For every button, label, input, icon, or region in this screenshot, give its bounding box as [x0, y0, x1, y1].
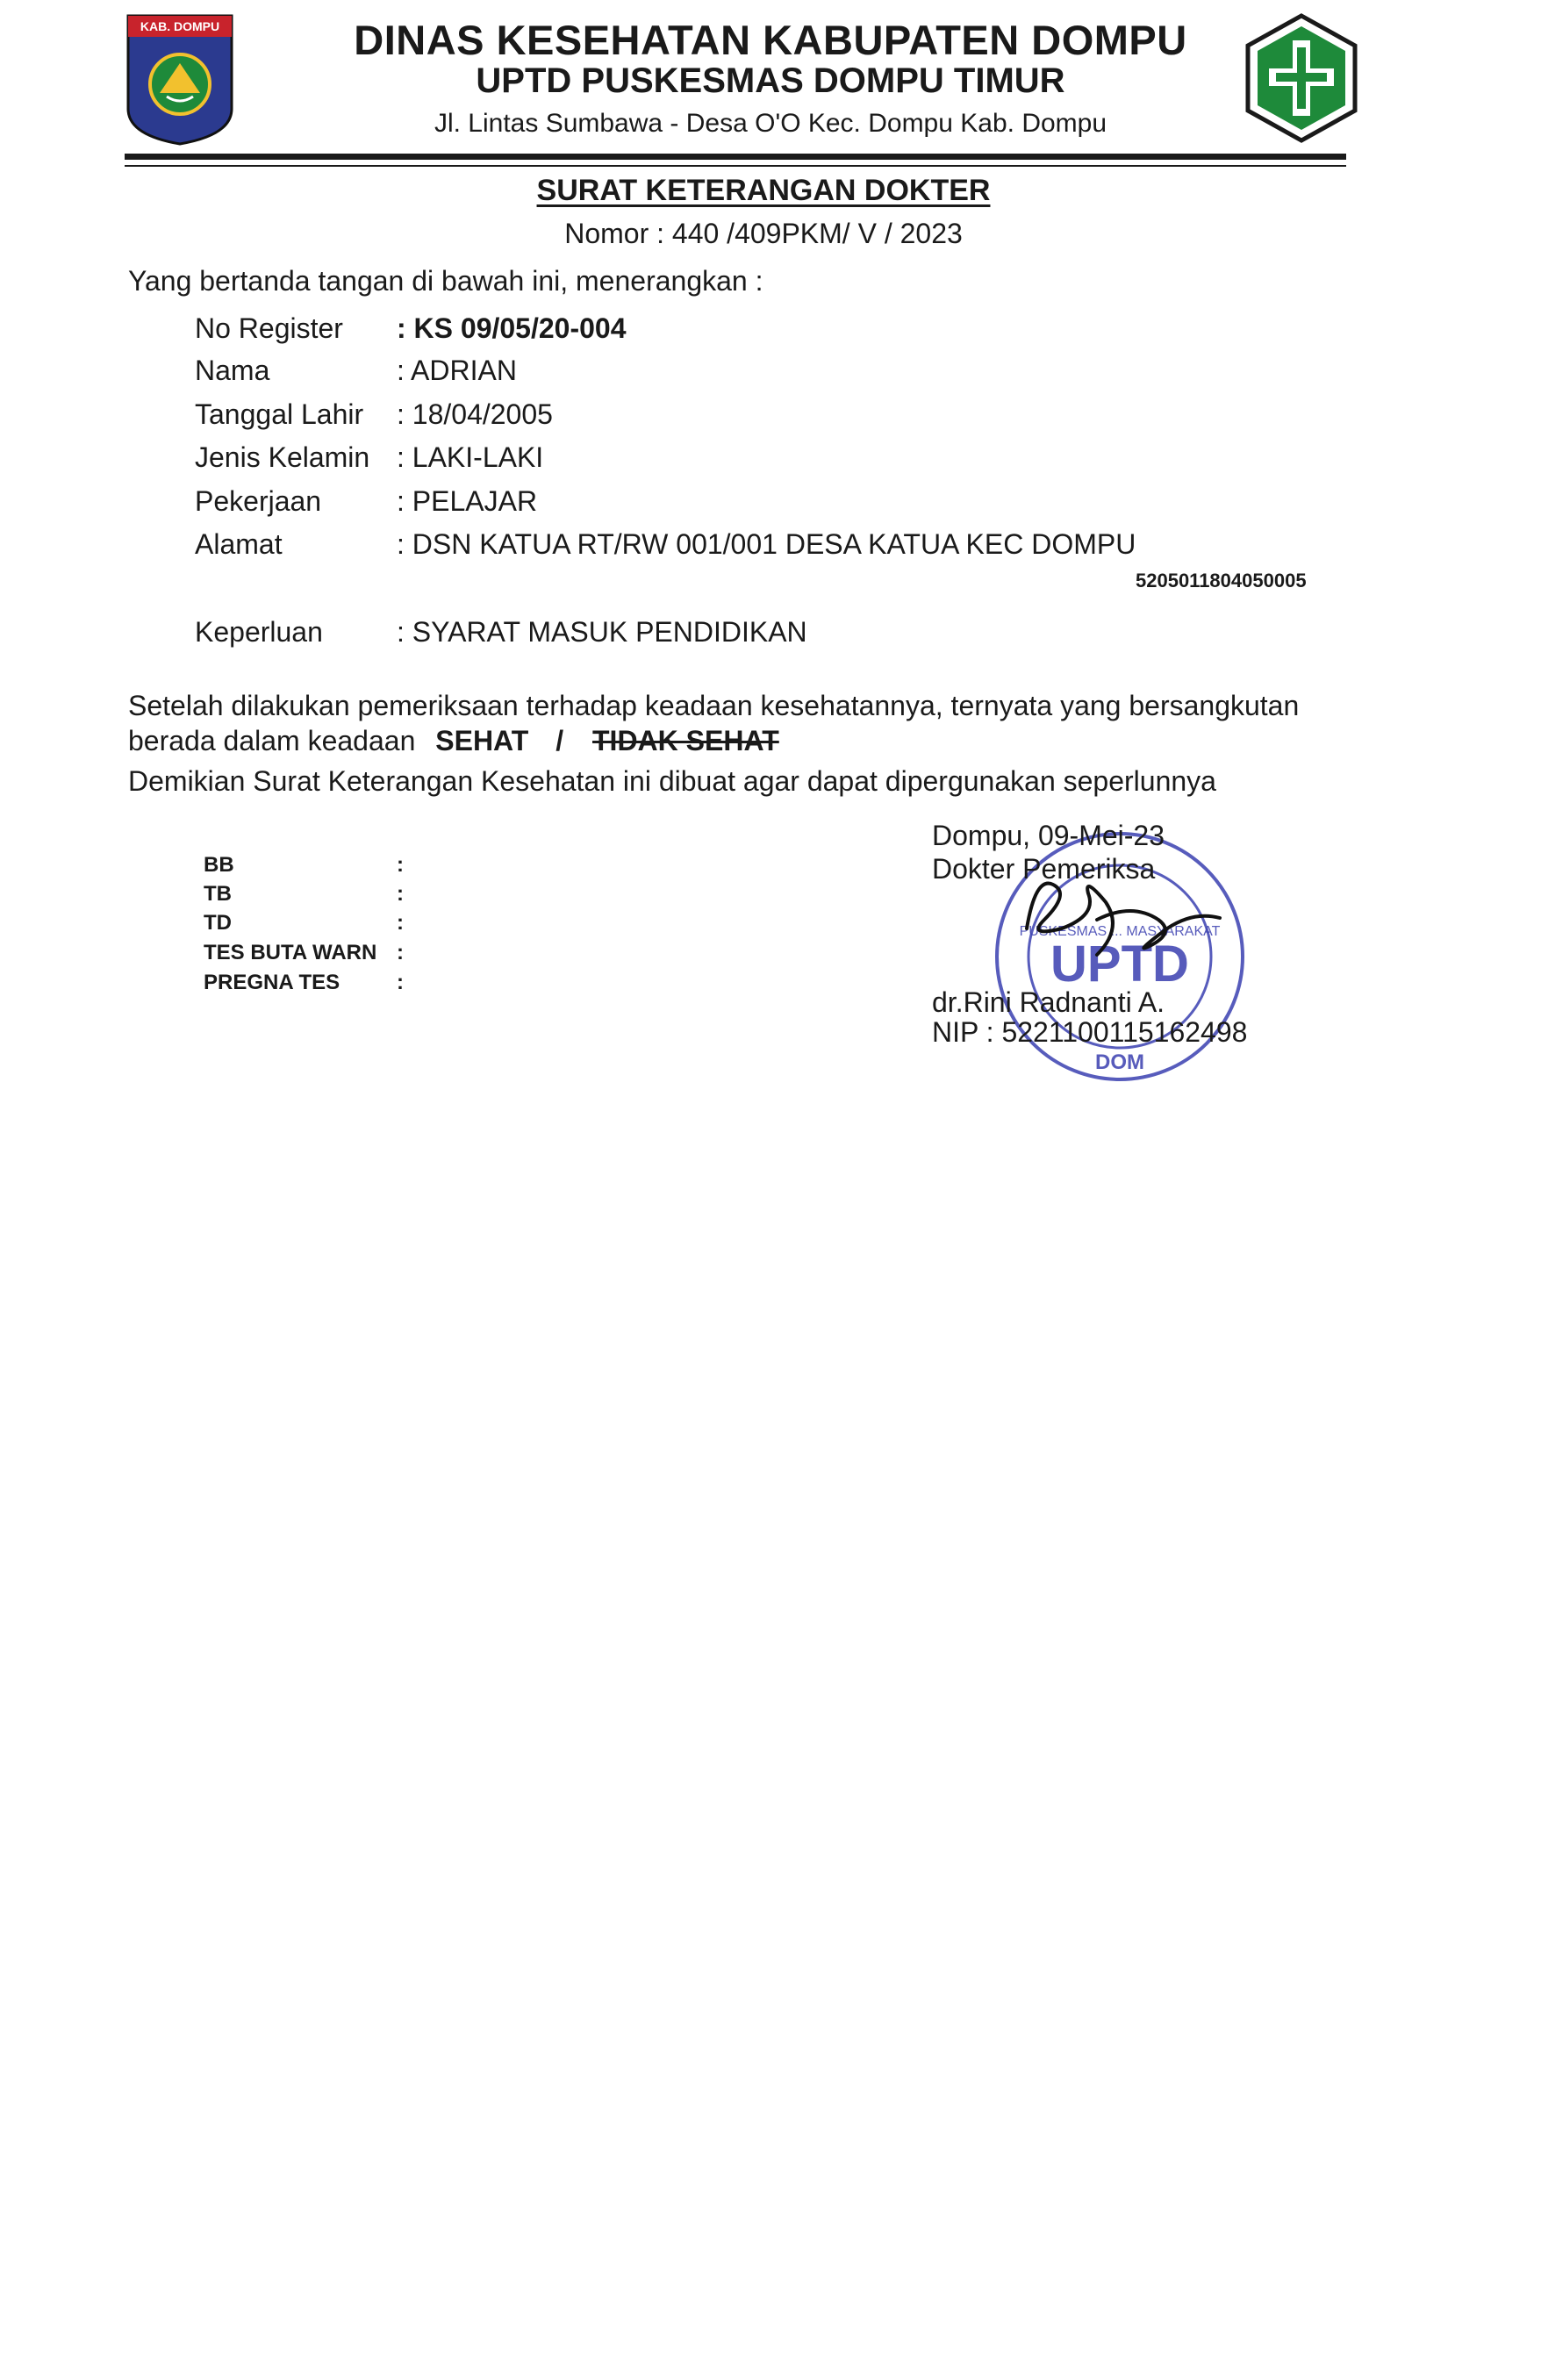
header-unit: UPTD PUSKESMAS DOMPU TIMUR — [476, 61, 1065, 100]
doctor-name: dr.Rini Radnanti A. — [932, 986, 1165, 1018]
signature-place-date: Dompu, 09-Mei-23 — [932, 820, 1165, 851]
field-value-address: : DSN KATUA RT/RW 001/001 DESA KATUA KEC DOMPU — [397, 528, 1136, 560]
field-value-purpose: : SYARAT MASUK PENDIDIKAN — [397, 616, 807, 648]
measurement-colon-tb: : — [397, 882, 404, 906]
status-tidak-sehat: TIDAK SEHAT — [592, 725, 779, 756]
result-paragraph-line1: Setelah dilakukan pemeriksaan terhadap keadaan kesehatannya, ternyata yang bersangkutan — [128, 690, 1300, 721]
result-prefix: berada dalam keadaan — [128, 725, 416, 756]
document-title: SURAT KETERANGAN DOKTER — [536, 174, 991, 207]
measurement-label-pregnancy-test: PREGNA TES — [204, 971, 340, 994]
stamp-bottom-text: DOM — [1095, 1050, 1144, 1074]
stamp-ring-text: PUSKESMAS ... MASYARAKAT — [1019, 924, 1221, 939]
field-value-gender: : LAKI-LAKI — [397, 441, 544, 473]
status-sehat: SEHAT — [435, 725, 529, 756]
field-label-gender: Jenis Kelamin — [195, 441, 370, 473]
measurement-label-bb: BB — [204, 853, 234, 877]
measurement-label-td: TD — [204, 911, 232, 935]
field-label-occupation: Pekerjaan — [195, 485, 322, 517]
stamp-center-text: UPTD — [1050, 936, 1189, 993]
document-number: Nomor : 440 /409PKM/ V / 2023 — [564, 218, 963, 249]
result-paragraph-line2 — [128, 725, 779, 757]
nik-number: 5205011804050005 — [1136, 570, 1307, 591]
logo-caption: KAB. DOMPU — [140, 19, 220, 33]
measurement-label-tb: TB — [204, 882, 232, 906]
measurement-colon-color-test: : — [397, 941, 404, 964]
field-value-occupation: : PELAJAR — [397, 485, 538, 517]
status-separator: / — [555, 725, 564, 756]
header-rule-thin — [125, 165, 1346, 167]
field-label-name: Nama — [195, 355, 270, 386]
closing-text: Demikian Surat Keterangan Kesehatan ini dibuat agar dapat dipergunakan seperlunnya — [128, 765, 1216, 797]
header-rule-thick — [125, 154, 1346, 160]
field-value-birthdate: : 18/04/2005 — [397, 398, 553, 430]
doctor-nip: NIP : 5221100115162498 — [932, 1016, 1248, 1048]
field-label-purpose: Keperluan — [195, 616, 323, 648]
intro-text: Yang bertanda tangan di bawah ini, menerangkan : — [128, 265, 763, 297]
header-address: Jl. Lintas Sumbawa - Desa O'O Kec. Dompu Kab. Dompu — [434, 109, 1107, 138]
field-label-address: Alamat — [195, 528, 283, 560]
measurement-colon-pregnancy-test: : — [397, 971, 404, 994]
header-agency: DINAS KESEHATAN KABUPATEN DOMPU — [354, 17, 1187, 63]
measurement-label-color-test: TES BUTA WARN — [204, 941, 377, 964]
field-value-name: : ADRIAN — [397, 355, 517, 386]
field-value-register: : KS 09/05/20-004 — [397, 312, 627, 344]
signature-role: Dokter Pemeriksa — [932, 853, 1156, 885]
field-label-register: No Register — [195, 312, 343, 344]
measurement-colon-bb: : — [397, 853, 404, 877]
field-label-birthdate: Tanggal Lahir — [195, 398, 364, 430]
measurement-colon-td: : — [397, 911, 404, 935]
